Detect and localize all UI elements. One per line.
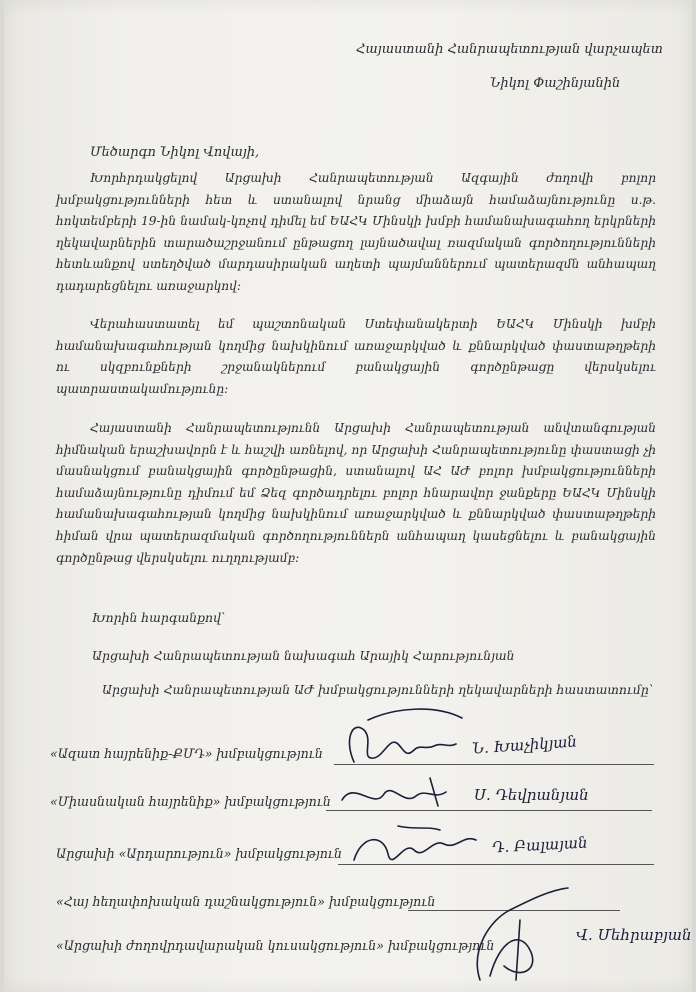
letter-page bbox=[4, 0, 692, 992]
addressee-title: Հայաստանի Հանրապետության վարչապետ bbox=[356, 42, 663, 57]
handwritten-name: Վ. Մեհրաբյան bbox=[576, 926, 692, 944]
paragraph-3: Հայաստանի Հանրապետությունն Արցախի Հանրապետության անվտանգության հիմնական երաշխավորն է և հաշվի առնելով, որ Արցախի Հանրապետությունը փաստացի չի մասնակցում բանակցային գործընթացին, ստանալով ԱՀ ԱԺ բոլոր խմբակցությունների համաձայնությունը դիմում եմ Ձեզ գործադրելու բոլոր հնարավոր ջանքերը ԵԱՀԿ Մինսկի համանախագահության կողմից նախկինում առաջարկված և քննարկված փաստաթղթերի հիման վրա պատերազմական գործողություններն անհապաղ կասեցնելու և բանակցային գործընթաց վերսկսելու ուղղությամբ: bbox=[56, 421, 656, 565]
paragraph-2: Վերահաստատել եմ պաշտոնական Ստեփանակերտի ԵԱՀԿ Մինսկի խմբի համանախագահության կողմից նախկինում առաջարկված և քննարկված փաստաթղթերի ու սկզբունքների շրջանակներում բանակցային գործընթացը վերսկսելու պատրաստակամությունը: bbox=[56, 317, 656, 396]
addressee-name: Նիկոլ Փաշինյանին bbox=[490, 76, 621, 91]
closing: Խորին հարգանքով՝ bbox=[92, 610, 226, 625]
faction-label: «Արցախի ժողովրդավարական կուսակցություն» խմբակցություն bbox=[56, 938, 495, 953]
signature-scribble bbox=[460, 880, 580, 990]
paragraph-1: Խորհրդակցելով Արցախի Հանրապետության Ազգային ժողովի բոլոր խմբակցությունների հետ և ստանալով նրանց միաձայն համաձայնությունը ս.թ. հոկտեմբերի 19-ին նամակ-կոչով դիմել եմ ԵԱՀԿ Մինսկի խմբի համանախագահող երկրների ղեկավարներին տարածաշրջանում ընթացող լայնածավալ ռազմական գործողությունների հետևանքով ստեղծված մարդասիրական աղետի պայմաններում պատերազմն անհապաղ դադարեցնելու առաջարկով: bbox=[56, 171, 656, 293]
signature-scribble bbox=[334, 770, 464, 820]
handwritten-name: Ս. Դեվրանյան bbox=[474, 786, 589, 804]
president-signature-line: Արցախի Հանրապետության նախագահ Արայիկ Հարությունյան bbox=[92, 648, 515, 663]
faction-label: «Հայ հեղափոխական դաշնակցություն» խմբակցություն bbox=[56, 894, 436, 909]
faction-row bbox=[4, 890, 692, 920]
handwritten-name: Դ. Բալայան bbox=[491, 833, 588, 857]
handwritten-name: Ն. Խաչիկյան bbox=[471, 732, 578, 758]
leaders-intro: Արցախի Հանրապետության ԱԺ խմբակցությունների ղեկավարների հաստատումը՝ bbox=[102, 682, 654, 697]
faction-label: «Միասնական հայրենիք» խմբակցություն bbox=[50, 794, 331, 809]
faction-label: Արցախի «Արդարություն» խմբակցություն bbox=[56, 846, 342, 861]
greeting: Մեծարգո Նիկոլ Վովայի, bbox=[90, 145, 260, 160]
signature-scribble bbox=[344, 820, 484, 880]
faction-label: «Ազատ հայրենիք-ՔՄԴ» խմբակցություն bbox=[50, 746, 323, 761]
faction-row bbox=[4, 926, 692, 964]
signature-scribble bbox=[334, 700, 474, 780]
